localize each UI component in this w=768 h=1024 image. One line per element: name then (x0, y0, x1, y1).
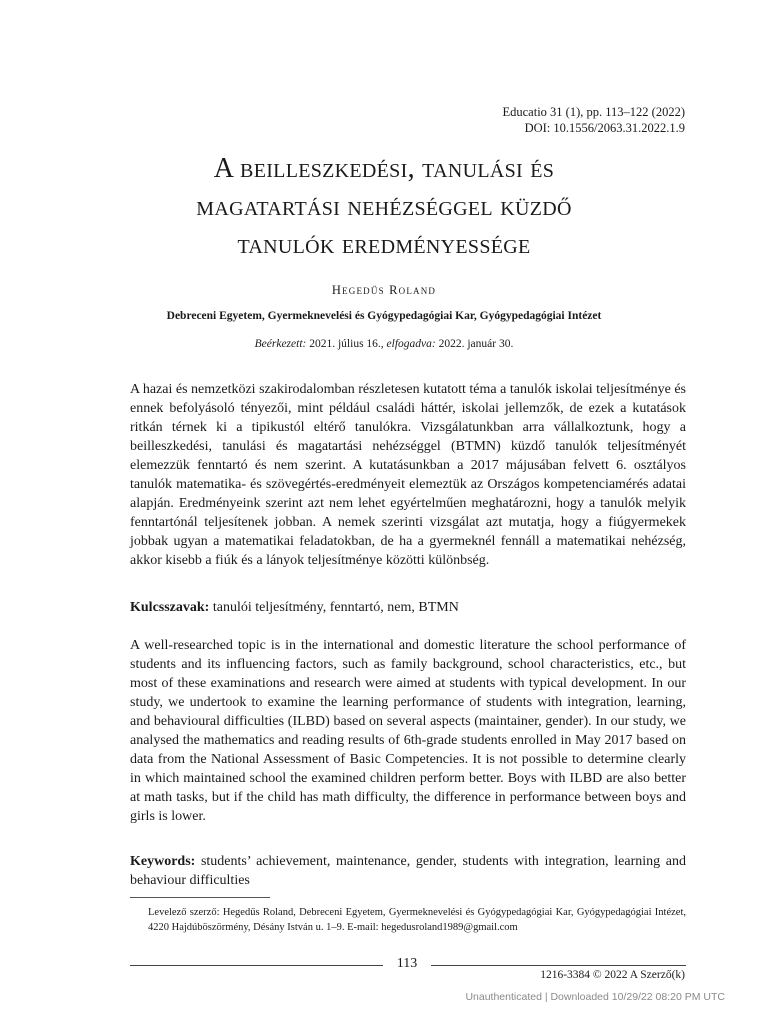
keywords-hungarian (130, 598, 686, 617)
corresponding-author-footnote: Levelező szerző: Hegedűs Roland, Debreceni Egyetem, Gyermeknevelési és Gyógypedagógiai Kar, Gyógypedagógiai Intézet, 4220 Hajdúböszörmény, Désány István u. 1–9. E-mail: hegedusroland1989@gmail.com (148, 907, 686, 933)
keywords-text: students’ achievement, maintenance, gender, students with integration, learning and behaviour difficulties (130, 854, 686, 888)
title-line: magatartási nehézséggel küzdő (196, 191, 572, 222)
footer-rule-right (431, 965, 686, 966)
received-label: Beérkezett: (254, 338, 307, 350)
page-number: 113 (396, 956, 418, 971)
keywords-text: tanulói teljesítmény, fenntartó, nem, BTMN (209, 600, 459, 615)
issn-copyright: 1216-3384 © 2022 A Szerző(k) (540, 969, 685, 981)
keywords-label: Kulcsszavak: (130, 600, 210, 615)
doi-link[interactable]: DOI: 10.1556/2063.31.2022.1.9 (524, 121, 685, 135)
accepted-label: elfogadva: (386, 338, 436, 350)
footnote-divider (130, 897, 270, 898)
author-name: Hegedűs Roland (331, 283, 437, 297)
download-watermark: Unauthenticated | Downloaded 10/29/22 08:20 PM UTC (465, 991, 725, 1003)
keywords-english (130, 852, 686, 890)
title-line: tanulók eredményessége (237, 229, 531, 260)
article-title (90, 150, 678, 264)
abstract-english: A well-researched topic is in the international and domestic literature the school performance of students and its influencing factors, such as family background, school characteristics, etc., but most of these examinations and research were aimed at students with typical development. In our study, we undertook to examine the learning performance of students with integration, learning, and behavioural difficulties (ILBD) based on several aspects (maintainer, gender). In our study, we analysed the mathematics and reading results of 6th-grade students enrolled in May 2017 based on data from the National Assessment of Basic Competencies. It is not possible to determine clearly in which maintained school the examined children perform better. Boys with ILBD are also better at math tasks, but if the child has math difficulty, the difference in performance between boys and girls is lower. (130, 638, 686, 824)
journal-metadata (285, 104, 685, 136)
received-date: 2021. július 16., (306, 338, 387, 350)
footer-rule-left (130, 965, 383, 966)
author-affiliation: Debreceni Egyetem, Gyermeknevelési és Gyógypedagógiai Kar, Gyógypedagógiai Intézet (166, 310, 602, 322)
keywords-label: Keywords: (130, 854, 196, 869)
abstract-hungarian: A hazai és nemzetközi szakirodalomban részletesen kutatott téma a tanulók iskolai teljesítménye és ennek befolyásoló tényezői, mint például családi háttér, iskolai jellemzők, de ezek a kutatások ritkán térnek ki a tipikustól eltérő tanulókra. Vizsgálatunkban arra vállalkoztunk, hogy a beilleszkedési, tanulási és magatartási nehézséggel (BTMN) küzdő tanulók teljesítményét elemezzük fenntartó és nem szerint. A kutatásunkban a 2017 májusában felvett 6. osztályos tanulók matematika- és szövegértés-eredményeit elemeztük az Országos kompetenciamérés adatai alapján. Eredményeink szerint azt nem lehet egyértelműen meghatározni, hogy a tanulók melyik fenntartónál teljesítenek jobban. A nemek szerinti vizsgálat azt mutatja, hogy a fiúgyermekek jobbak ugyan a matematikai feladatokban, de ha a gyermeknél fennáll a matematikai nehézség, akkor kisebb a fiúk és a lányok teljesítménye közötti különbség. (130, 382, 686, 568)
title-line: A beilleszkedési, tanulási és (213, 153, 555, 184)
accepted-date: 2022. január 30. (435, 338, 514, 350)
submission-dates (90, 338, 678, 350)
journal-citation: Educatio 31 (1), pp. 113–122 (2022) (502, 105, 685, 119)
